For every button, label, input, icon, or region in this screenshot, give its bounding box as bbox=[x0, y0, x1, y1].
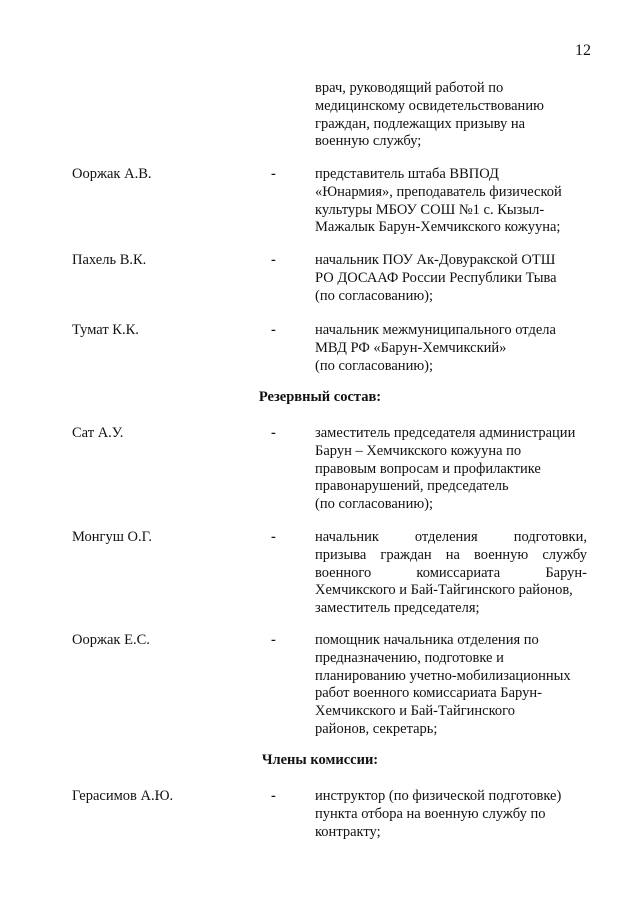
member-name: Ооржак Е.С. bbox=[72, 632, 150, 648]
description-line: военного комиссариата Барун- bbox=[315, 564, 587, 581]
member-name: Герасимов А.Ю. bbox=[72, 788, 174, 804]
description-line: Мажалык Барун-Хемчикского кожууна; bbox=[315, 219, 561, 236]
description-line: заместитель председателя; bbox=[315, 600, 480, 617]
description-line: начальник ПОУ Ак-Довуракской ОТШ bbox=[315, 252, 556, 268]
reserve-heading: Резервный состав: bbox=[258, 389, 382, 405]
description-line: «Юнармия», преподаватель физической bbox=[315, 183, 562, 200]
member-name: Тумат К.К. bbox=[72, 322, 139, 338]
description-line: работ военного комиссариата Барун- bbox=[315, 685, 542, 702]
description-line: (по согласованию); bbox=[315, 357, 434, 374]
entry-dash: - bbox=[271, 788, 276, 804]
description-line: правонарушений, председатель bbox=[315, 478, 509, 495]
description-line: врач, руководящий работой по bbox=[315, 80, 504, 96]
description-line: РО ДОСААФ России Республики Тыва bbox=[315, 269, 557, 286]
member-name: Ооржак А.В. bbox=[72, 166, 152, 182]
page-number: 12 bbox=[575, 42, 591, 59]
entry-description bbox=[315, 80, 587, 151]
entry-dash: - bbox=[271, 632, 276, 648]
description-line: пункта отбора на военную службу по bbox=[315, 805, 546, 822]
description-line: медицинскому освидетельствованию bbox=[315, 97, 544, 114]
entry-dash: - bbox=[271, 529, 276, 545]
description-line: заместитель председателя администрации bbox=[315, 425, 576, 441]
description-line: Барун – Хемчикского кожууна по bbox=[315, 442, 522, 459]
description-line: военную службу; bbox=[315, 133, 422, 150]
entry-dash: - bbox=[271, 252, 276, 268]
description-line: начальник межмуниципального отдела bbox=[315, 322, 556, 338]
entry-description bbox=[315, 632, 587, 739]
description-line: помощник начальника отделения по bbox=[315, 632, 539, 648]
description-line: Хемчикского и Бай-Тайгинского районов, bbox=[315, 582, 573, 599]
description-line: районов, секретарь; bbox=[315, 720, 438, 737]
member-name: Монгуш О.Г. bbox=[72, 529, 152, 545]
description-line: начальник отделения подготовки, bbox=[315, 529, 587, 545]
description-line: граждан, подлежащих призыву на bbox=[315, 115, 526, 132]
entry-description bbox=[315, 166, 587, 237]
description-line: МВД РФ «Барун-Хемчикский» bbox=[315, 339, 507, 356]
member-name: Сат А.У. bbox=[72, 425, 124, 441]
entry-description bbox=[315, 252, 587, 305]
description-line: (по согласованию); bbox=[315, 287, 434, 304]
description-line: планированию учетно-мобилизационных bbox=[315, 667, 571, 684]
member-name: Пахель В.К. bbox=[72, 252, 147, 268]
entry-dash: - bbox=[271, 322, 276, 338]
entry-description bbox=[315, 529, 587, 618]
description-line: предназначению, подготовке и bbox=[315, 649, 504, 666]
entry-description bbox=[315, 788, 587, 841]
description-line: правовым вопросам и профилактике bbox=[315, 460, 541, 477]
description-line: представитель штаба ВВПОД bbox=[315, 166, 499, 182]
description-line: инструктор (по физической подготовке) bbox=[315, 788, 562, 804]
description-line: (по согласованию); bbox=[315, 496, 434, 513]
description-line: контракту; bbox=[315, 823, 381, 840]
description-line: призыва граждан на военную службу bbox=[315, 546, 587, 563]
entry-description bbox=[315, 322, 587, 375]
description-line: Хемчикского и Бай-Тайгинского bbox=[315, 703, 515, 720]
entry-dash: - bbox=[271, 425, 276, 441]
description-line: культуры МБОУ СОШ №1 с. Кызыл- bbox=[315, 201, 545, 218]
entry-dash: - bbox=[271, 166, 276, 182]
members-heading: Члены комиссии: bbox=[261, 752, 379, 768]
entry-description bbox=[315, 425, 587, 514]
